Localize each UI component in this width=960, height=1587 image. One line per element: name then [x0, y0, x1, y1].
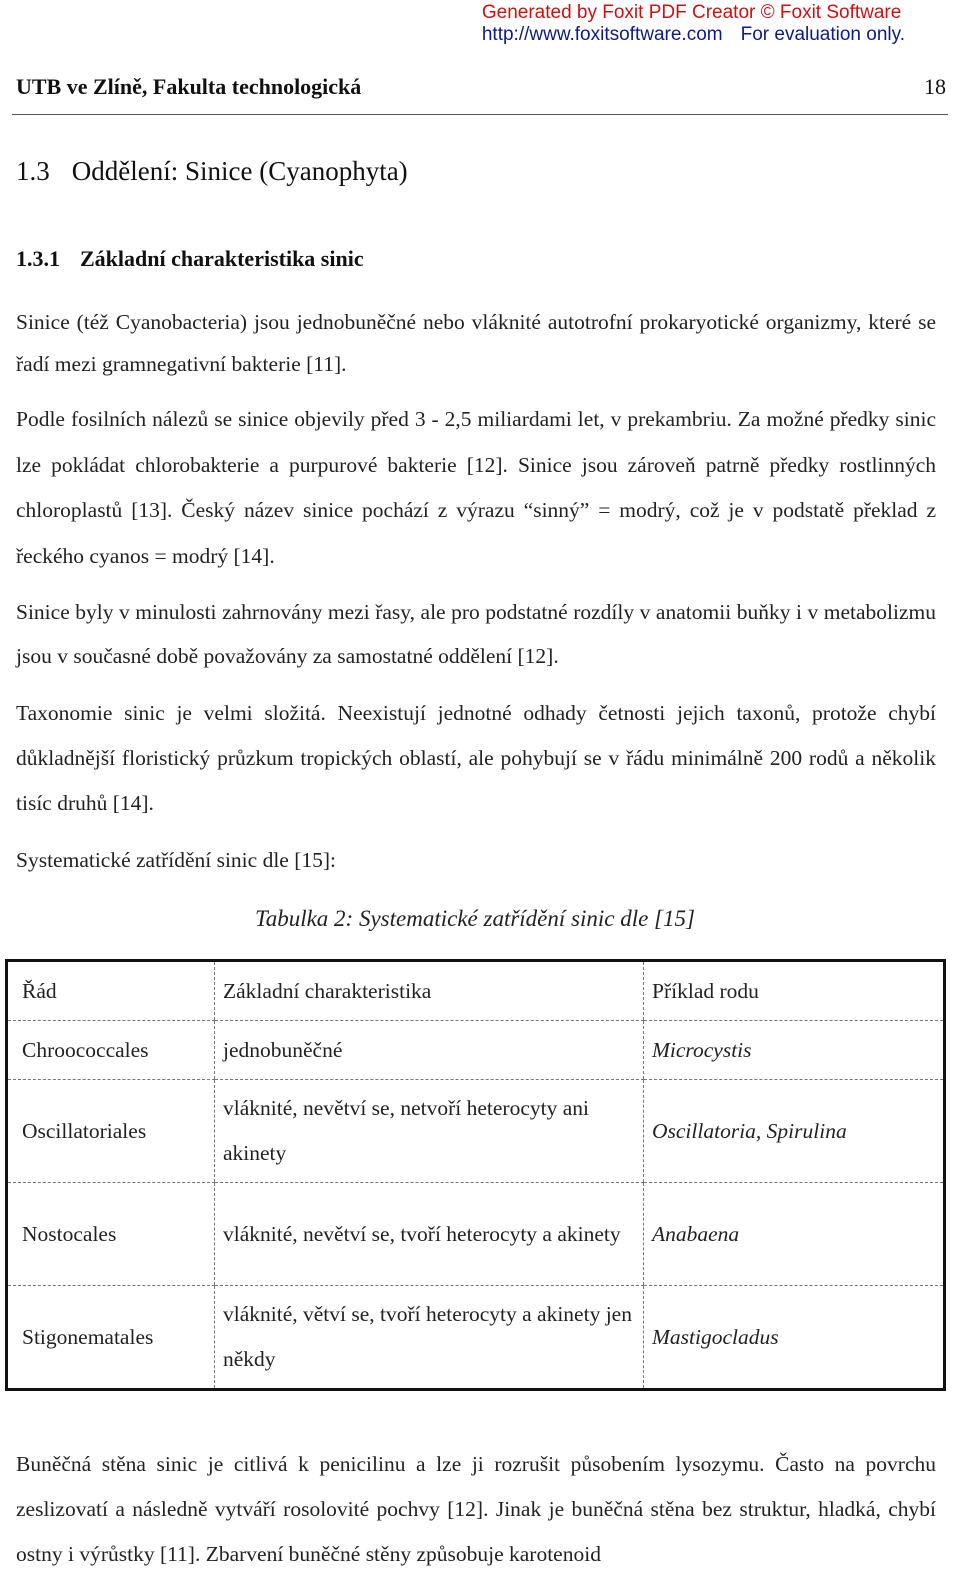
paragraph-1: Sinice (též Cyanobacteria) jsou jednobuněčné nebo vláknité autotrofní prokaryotické organizmy, které se řadí mezi gramnegativní bakterie [11].: [16, 310, 936, 376]
cell-characteristic: vláknité, nevětví se, netvoří heterocyty ani akinety: [215, 1080, 644, 1183]
watermark-url[interactable]: http://www.foxitsoftware.com: [481, 24, 723, 45]
cell-example: Oscillatoria, Spirulina: [644, 1080, 945, 1183]
watermark-line2: [482, 24, 905, 46]
cell-characteristic: jednobuněčné: [215, 1021, 644, 1080]
cell-order: Chroococcales: [7, 1021, 215, 1080]
header-example: Příklad rodu: [644, 961, 945, 1021]
cell-example: Anabaena: [644, 1183, 945, 1286]
section-heading: [16, 156, 408, 187]
subsection-number: 1.3.1: [16, 246, 60, 271]
header-institution: UTB ve Zlíně, Fakulta technologická: [16, 74, 362, 99]
cell-example: Mastigocladus: [644, 1286, 945, 1390]
table-row: [7, 1286, 945, 1390]
subsection-heading: [16, 246, 364, 272]
header-order: Řád: [7, 961, 215, 1021]
table-header-row: [7, 961, 945, 1021]
paragraph-6: Buněčná stěna sinic je citlivá k penicilinu a lze ji rozrušit působením lysozymu. Často na povrchu zeslizovatí a následně vytváří rosolovité pochvy [12]. Jinak je buněčná stěna bez struktur, hladká, chybí ostny i výrůstky [11]. Zbarvení buněčné stěny způsobuje karotenoid: [16, 1452, 936, 1566]
cell-characteristic: vláknité, nevětví se, tvoří heterocyty a akinety: [215, 1183, 644, 1286]
paragraph-3: Sinice byly v minulosti zahrnovány mezi řasy, ale pro podstatné rozdíly v anatomii buňky i v metabolizmu jsou v současné době považovány za samostatné oddělení [12].: [16, 600, 936, 668]
paragraph-2: Podle fosilních nálezů se sinice objevily před 3 - 2,5 miliardami let, v prekambriu. Za možné předky sinic lze pokládat chlorobakterie a purpurové bakterie [12]. Sinice jsou zároveň patrně předky rostlinných chloroplastů [13]. Český název sinice pochází z výrazu “sinný” = modrý, což je v podstatě překlad z řeckého cyanos = modrý [14].: [16, 407, 936, 568]
section-number: 1.3: [16, 156, 50, 186]
section-title: Oddělení: Sinice (Cyanophyta): [71, 156, 408, 186]
cell-order: Nostocales: [7, 1183, 215, 1286]
table-caption: Tabulka 2: Systematické zatřídění sinic dle [15]: [255, 906, 695, 931]
cell-characteristic: vláknité, větví se, tvoří heterocyty a akinety jen někdy: [215, 1286, 644, 1390]
header-rule: [12, 114, 948, 115]
page-number: 18: [924, 74, 946, 99]
subsection-title: Základní charakteristika sinic: [80, 246, 364, 271]
foxit-watermark: [482, 2, 905, 46]
paragraph-4: Taxonomie sinic je velmi složitá. Neexistují jednotné odhady četnosti jejich taxonů, protože chybí důkladnější floristický průzkum tropických oblastí, ale pohybují se v řádu minimálně 200 rodů a několik tisíc druhů [14].: [16, 701, 936, 815]
watermark-note: For evaluation only.: [740, 24, 905, 45]
watermark-line1: Generated by Foxit PDF Creator © Foxit Software: [481, 2, 902, 23]
cell-example: Microcystis: [644, 1021, 945, 1080]
header-characteristic: Základní charakteristika: [215, 961, 644, 1021]
cell-order: Stigonematales: [22, 1324, 154, 1349]
cell-order: Oscillatoriales: [7, 1080, 215, 1183]
table-row: [7, 1080, 945, 1183]
taxonomy-table: [5, 959, 946, 1391]
running-header: [16, 74, 946, 100]
table-row: [7, 1183, 945, 1286]
table-row: [7, 1021, 945, 1080]
paragraph-5: Systematické zatřídění sinic dle [15]:: [16, 848, 337, 872]
